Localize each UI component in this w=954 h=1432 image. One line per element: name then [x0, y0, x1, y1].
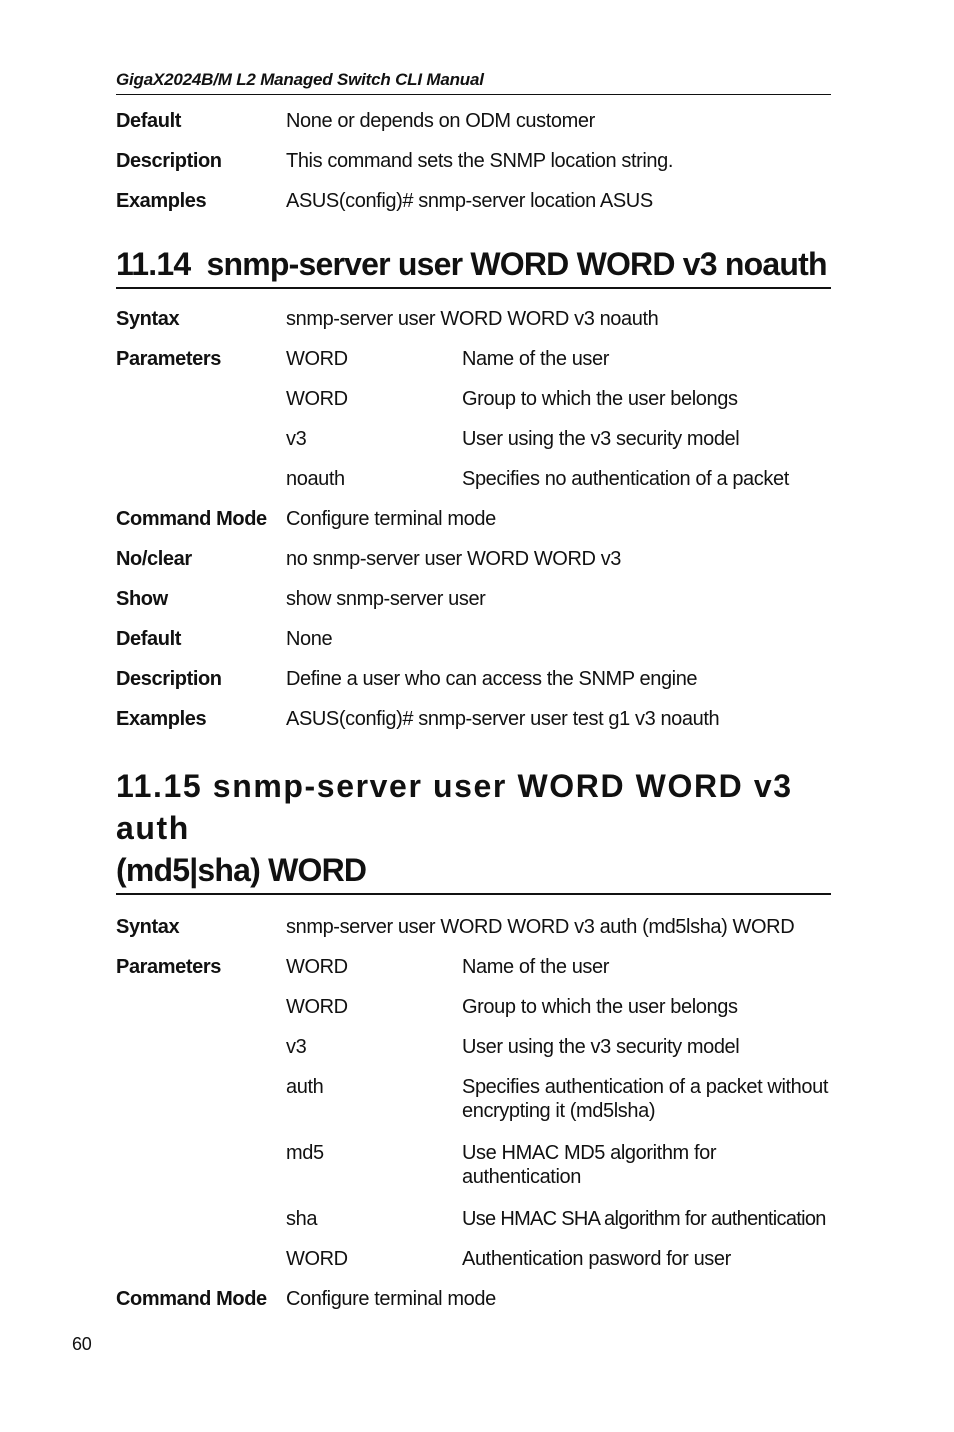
row-label: Command Mode	[116, 508, 267, 530]
parameter-description	[462, 1141, 831, 1189]
parameter-row	[116, 1075, 831, 1123]
examples-row	[116, 707, 831, 731]
parameter-description: Group to which the user belongs	[462, 388, 738, 410]
parameter-description: User using the v3 security model	[462, 428, 740, 450]
parameter-name: WORD	[286, 388, 348, 410]
row-label: Show	[116, 588, 168, 610]
parameter-name: WORD	[286, 348, 348, 370]
row-label: Default	[116, 628, 181, 650]
parameter-row	[116, 427, 831, 451]
section-title-line-1: 11.15 snmp-server user WORD WORD v3 auth	[116, 768, 793, 846]
row-value: This command sets the SNMP location string.	[286, 150, 674, 172]
parameter-name: noauth	[286, 468, 345, 490]
parameter-description: Authentication pasword for user	[462, 1248, 731, 1270]
row-label: Syntax	[116, 916, 180, 938]
parameter-name: v3	[286, 1036, 307, 1058]
section-title-line-2: (md5|sha) WORD	[116, 852, 367, 888]
manual-page	[116, 70, 831, 1311]
page-number: 60	[72, 1334, 92, 1354]
syntax-row	[116, 915, 831, 939]
syntax-row	[116, 307, 831, 331]
parameter-name: WORD	[286, 956, 348, 978]
row-value: None	[286, 628, 333, 650]
section-11-15	[116, 765, 831, 1311]
parameter-row	[116, 347, 831, 371]
row-value: ASUS(config)# snmp-server user test g1 v3 noauth	[286, 708, 720, 730]
parameter-name: v3	[286, 428, 307, 450]
parameter-row	[116, 387, 831, 411]
row-value: show snmp-server user	[286, 588, 486, 610]
command-mode-row	[116, 1287, 831, 1311]
no-clear-row	[116, 547, 831, 571]
parameter-description-line: Specifies authentication of a packet without	[462, 1076, 828, 1098]
row-value: Configure terminal mode	[286, 1288, 496, 1310]
row-label: Examples	[116, 190, 207, 212]
section-title	[116, 765, 831, 895]
row-value: Define a user who can access the SNMP engine	[286, 668, 698, 690]
parameter-description: Name of the user	[462, 348, 610, 370]
row-value: None or depends on ODM customer	[286, 110, 595, 132]
row-value: snmp-server user WORD WORD v3 auth (md5lsha) WORD	[286, 916, 795, 938]
row-label: Parameters	[116, 348, 221, 370]
row-value: ASUS(config)# snmp-server location ASUS	[286, 190, 653, 212]
section-11-14	[116, 243, 831, 731]
section-title: 11.14 snmp-server user WORD WORD v3 noauth	[116, 243, 831, 289]
parameter-description-line: authentication	[462, 1166, 581, 1188]
parameter-description: User using the v3 security model	[462, 1036, 740, 1058]
parameter-name: auth	[286, 1076, 324, 1098]
parameter-row	[116, 995, 831, 1019]
parameter-description: Specifies no authentication of a packet	[462, 468, 789, 490]
parameter-row	[116, 467, 831, 491]
row-label: Description	[116, 150, 222, 172]
row-label: Examples	[116, 708, 207, 730]
parameter-description	[462, 1075, 831, 1123]
running-header: GigaX2024B/M L2 Managed Switch CLI Manual	[116, 70, 831, 95]
row-label: Parameters	[116, 956, 221, 978]
row-label: Command Mode	[116, 1288, 267, 1310]
parameter-description: Name of the user	[462, 956, 610, 978]
parameter-description-line: encrypting it (md5lsha)	[462, 1100, 656, 1122]
row-value: snmp-server user WORD WORD v3 noauth	[286, 308, 659, 330]
intro-default-row	[116, 109, 831, 133]
parameter-row	[116, 1141, 831, 1189]
parameter-name: md5	[286, 1142, 324, 1164]
parameter-name: sha	[286, 1208, 318, 1230]
row-label: Syntax	[116, 308, 180, 330]
intro-description-row	[116, 149, 831, 173]
show-row	[116, 587, 831, 611]
description-row	[116, 667, 831, 691]
parameter-row	[116, 1035, 831, 1059]
parameter-description: Use HMAC SHA algorithm for authentication	[462, 1208, 826, 1230]
parameter-description-line: Use HMAC MD5 algorithm for	[462, 1142, 717, 1164]
row-value: Configure terminal mode	[286, 508, 496, 530]
parameter-name: WORD	[286, 1248, 348, 1270]
parameter-row	[116, 1247, 831, 1271]
parameter-row	[116, 1207, 831, 1231]
row-value: no snmp-server user WORD WORD v3	[286, 548, 622, 570]
parameter-row	[116, 955, 831, 979]
intro-block	[116, 109, 831, 213]
row-label: Default	[116, 110, 181, 132]
default-row	[116, 627, 831, 651]
row-label: No/clear	[116, 548, 192, 570]
parameter-description: Group to which the user belongs	[462, 996, 738, 1018]
command-mode-row	[116, 507, 831, 531]
parameter-name: WORD	[286, 996, 348, 1018]
row-label: Description	[116, 668, 222, 690]
intro-examples-row	[116, 189, 831, 213]
